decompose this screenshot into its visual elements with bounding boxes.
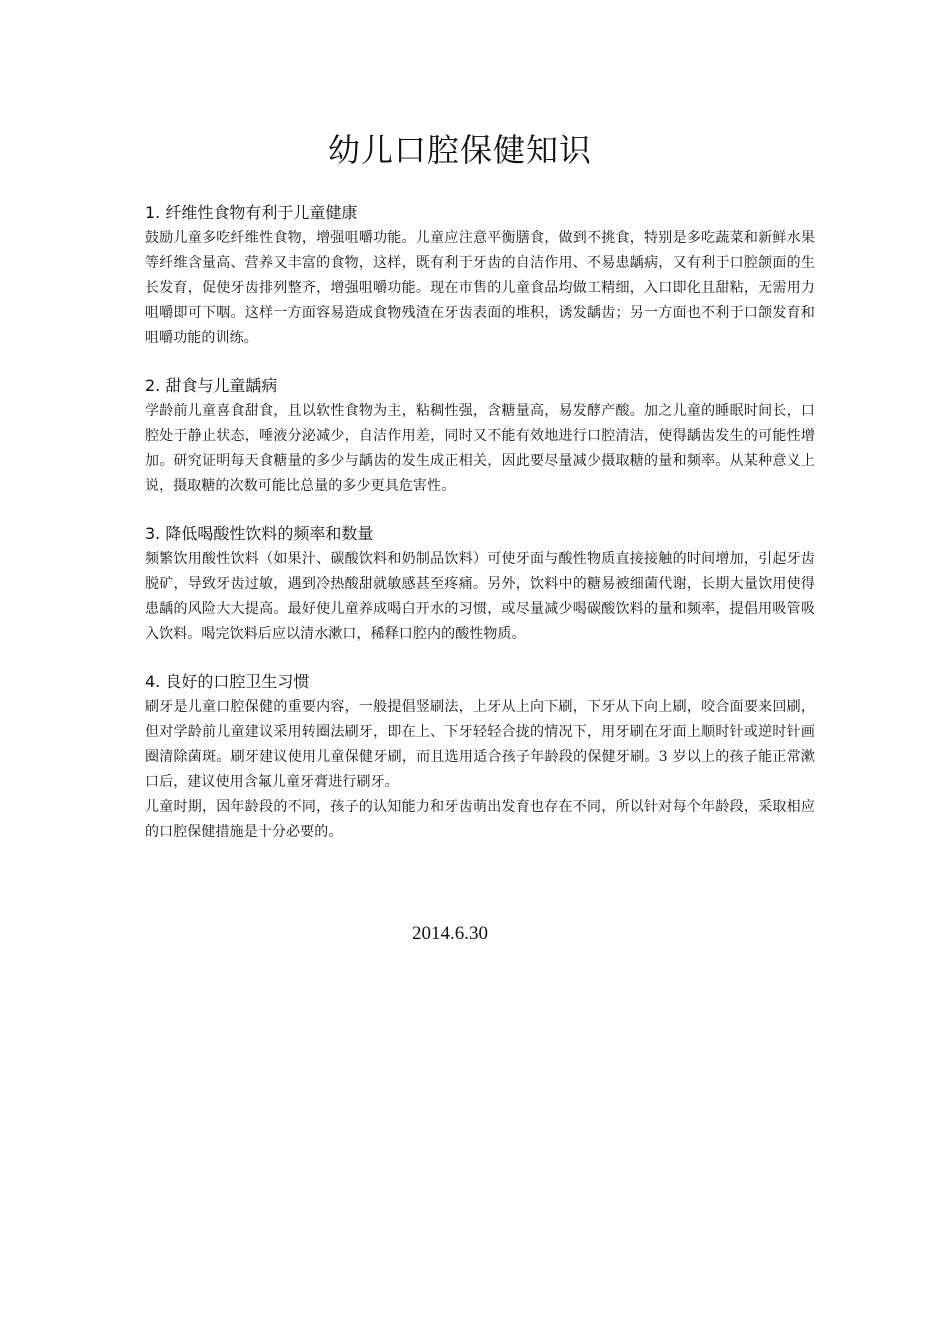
section-paragraph: 频繁饮用酸性饮料（如果汁、碳酸饮料和奶制品饮料）可使牙面与酸性物质直接接触的时间增加，引起牙齿脱矿，导致牙齿过敏，遇到冷热酸甜就敏感甚至疼痛。另外，饮料中的糖易被细菌代谢，长期大量饮用使得患龋的风险大大提高。最好使儿童养成喝白开水的习惯，或尽量减少喝碳酸饮料的量和频率，提倡用吸管吸入饮料。喝完饮料后应以清水漱口，稀释口腔内的酸性物质。 [145, 551, 815, 642]
section-oral-hygiene [145, 669, 815, 845]
section-heading: 4. 良好的口腔卫生习惯 [145, 672, 310, 691]
section-fiber-food [145, 200, 815, 351]
document-title: 幼儿口腔保健知识 [327, 131, 592, 169]
section-paragraph: 学龄前儿童喜食甜食，且以软性食物为主，粘稠性强，含糖量高，易发酵产酸。加之儿童的睡眠时间长，口腔处于静止状态，唾液分泌减少，自洁作用差，同时又不能有效地进行口腔清洁，使得龋齿发生的可能性增加。研究证明每天食糖量的多少与龋齿的发生成正相关，因此要尽量减少摄取糖的量和频率。从某种意义上说，摄取糖的次数可能比总量的多少更具危害性。 [145, 403, 815, 494]
section-paragraph: 儿童时期，因年龄段的不同，孩子的认知能力和牙齿萌出发育也存在不同，所以针对每个年龄段，采取相应的口腔保健措施是十分必要的。 [145, 799, 815, 840]
section-heading: 2. 甜食与儿童龋病 [145, 376, 278, 395]
section-paragraph: 刷牙是儿童口腔保健的重要内容，一般提倡竖刷法，上牙从上向下刷，下牙从下向上刷，咬合面要来回刷，但对学龄前儿童建议采用转圈法刷牙，即在上、下牙轻轻合拢的情况下，用牙刷在牙面上顺时针或逆时针画圈清除菌斑。刷牙建议使用儿童保健牙刷，而且选用适合孩子年龄段的保健牙刷。3 岁以上的孩子能正常漱口后，建议使用含氟儿童牙膏进行刷牙。 [145, 699, 815, 790]
document-date: 2014.6.30 [412, 923, 488, 944]
section-paragraph: 鼓励儿童多吃纤维性食物，增强咀嚼功能。儿童应注意平衡膳食，做到不挑食，特别是多吃蔬菜和新鲜水果等纤维含量高、营养又丰富的食物，这样，既有利于牙齿的自洁作用、不易患龋病，又有利于口腔颌面的生长发育，促使牙齿排列整齐，增强咀嚼功能。现在市售的儿童食品均做工精细，入口即化且甜粘，无需用力咀嚼即可下咽。这样一方面容易造成食物残渣在牙齿表面的堆积，诱发龋齿；另一方面也不利于口颌发育和咀嚼功能的训练。 [145, 230, 815, 346]
section-acidic-drinks [145, 521, 815, 647]
document-body [145, 200, 815, 867]
section-heading: 1. 纤维性食物有利于儿童健康 [145, 203, 358, 222]
section-heading: 3. 降低喝酸性饮料的频率和数量 [145, 524, 374, 543]
section-sweets-caries [145, 373, 815, 499]
